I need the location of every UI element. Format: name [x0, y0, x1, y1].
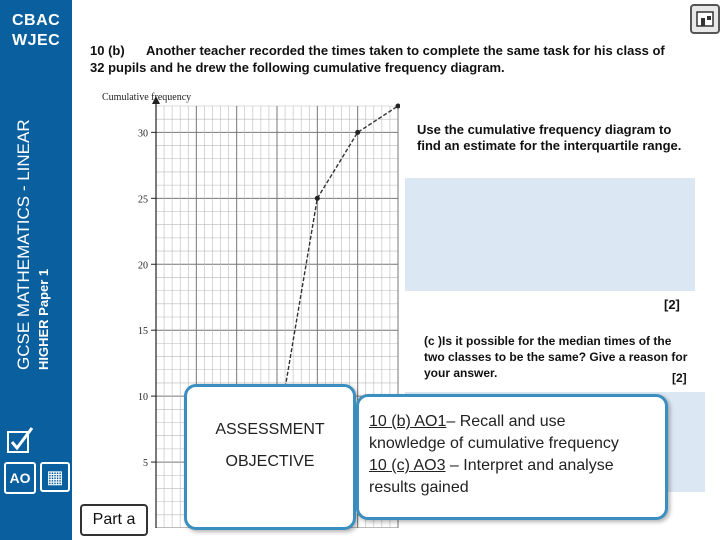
instruction-part-b: Use the cumulative frequency diagram to find an estimate for the interquartile range. — [417, 122, 682, 153]
y-tick-label: 20 — [138, 260, 148, 272]
logo-line2: WJEC — [12, 32, 61, 49]
objective-label: OBJECTIVE — [225, 453, 315, 470]
pencil-check-icon[interactable] — [4, 424, 36, 456]
question-body: Another teacher recorded the times taken to complete the same task for his class of 32 pupils and he drew the following cumulative frequency diagram. — [90, 43, 665, 75]
objectives-box — [356, 394, 668, 520]
question-text — [90, 42, 670, 76]
ao3-code: 10 (c) AO3 — [369, 457, 446, 474]
ao1-line2: knowledge of cumulative frequency — [369, 435, 619, 452]
y-axis-label: Cumulative frequency — [102, 92, 192, 103]
ao1-code: 10 (b) AO1 — [369, 413, 447, 430]
ao3-line2: results gained — [369, 479, 469, 496]
y-tick-label: 15 — [138, 326, 148, 338]
ao3-line — [369, 457, 614, 475]
ao1-text: – Recall and use — [446, 413, 566, 430]
cf-data-point — [315, 196, 320, 201]
sidebar — [0, 0, 72, 540]
instruction-part-c: (c )Is it possible for the median times of the two classes to be the same? Give a reason for your answer. — [424, 334, 688, 380]
y-tick-label: 10 — [138, 392, 148, 404]
mark-c: [2] — [672, 371, 687, 385]
ao-icon[interactable] — [4, 462, 36, 494]
cbac-wjec-logo — [10, 10, 62, 54]
vertical-subtitle: HIGHER Paper 1 — [36, 268, 51, 370]
spreadsheet-icon[interactable] — [40, 462, 70, 492]
spreadsheet-glyph: ▦ — [46, 467, 64, 487]
answer-box-b[interactable] — [405, 178, 695, 291]
assessment-objective-box[interactable] — [184, 384, 356, 530]
mark-b: [2] — [664, 297, 680, 312]
question-number: 10 (b) — [90, 43, 125, 58]
logo-line1: CBAC — [12, 12, 61, 29]
y-tick-label: 30 — [138, 128, 148, 140]
y-tick-label: 25 — [138, 194, 148, 206]
ao1-line — [369, 413, 566, 431]
ao3-text: – Interpret and analyse — [445, 457, 614, 474]
vertical-title: GCSE MATHEMATICS - LINEAR — [14, 119, 33, 370]
assessment-label: ASSESSMENT — [215, 421, 325, 438]
ao-icon-label: AO — [9, 470, 31, 486]
y-tick-label: 5 — [143, 458, 148, 470]
home-icon[interactable] — [690, 4, 720, 34]
part-a-button[interactable]: Part a — [80, 504, 148, 536]
cf-data-point — [355, 130, 360, 135]
